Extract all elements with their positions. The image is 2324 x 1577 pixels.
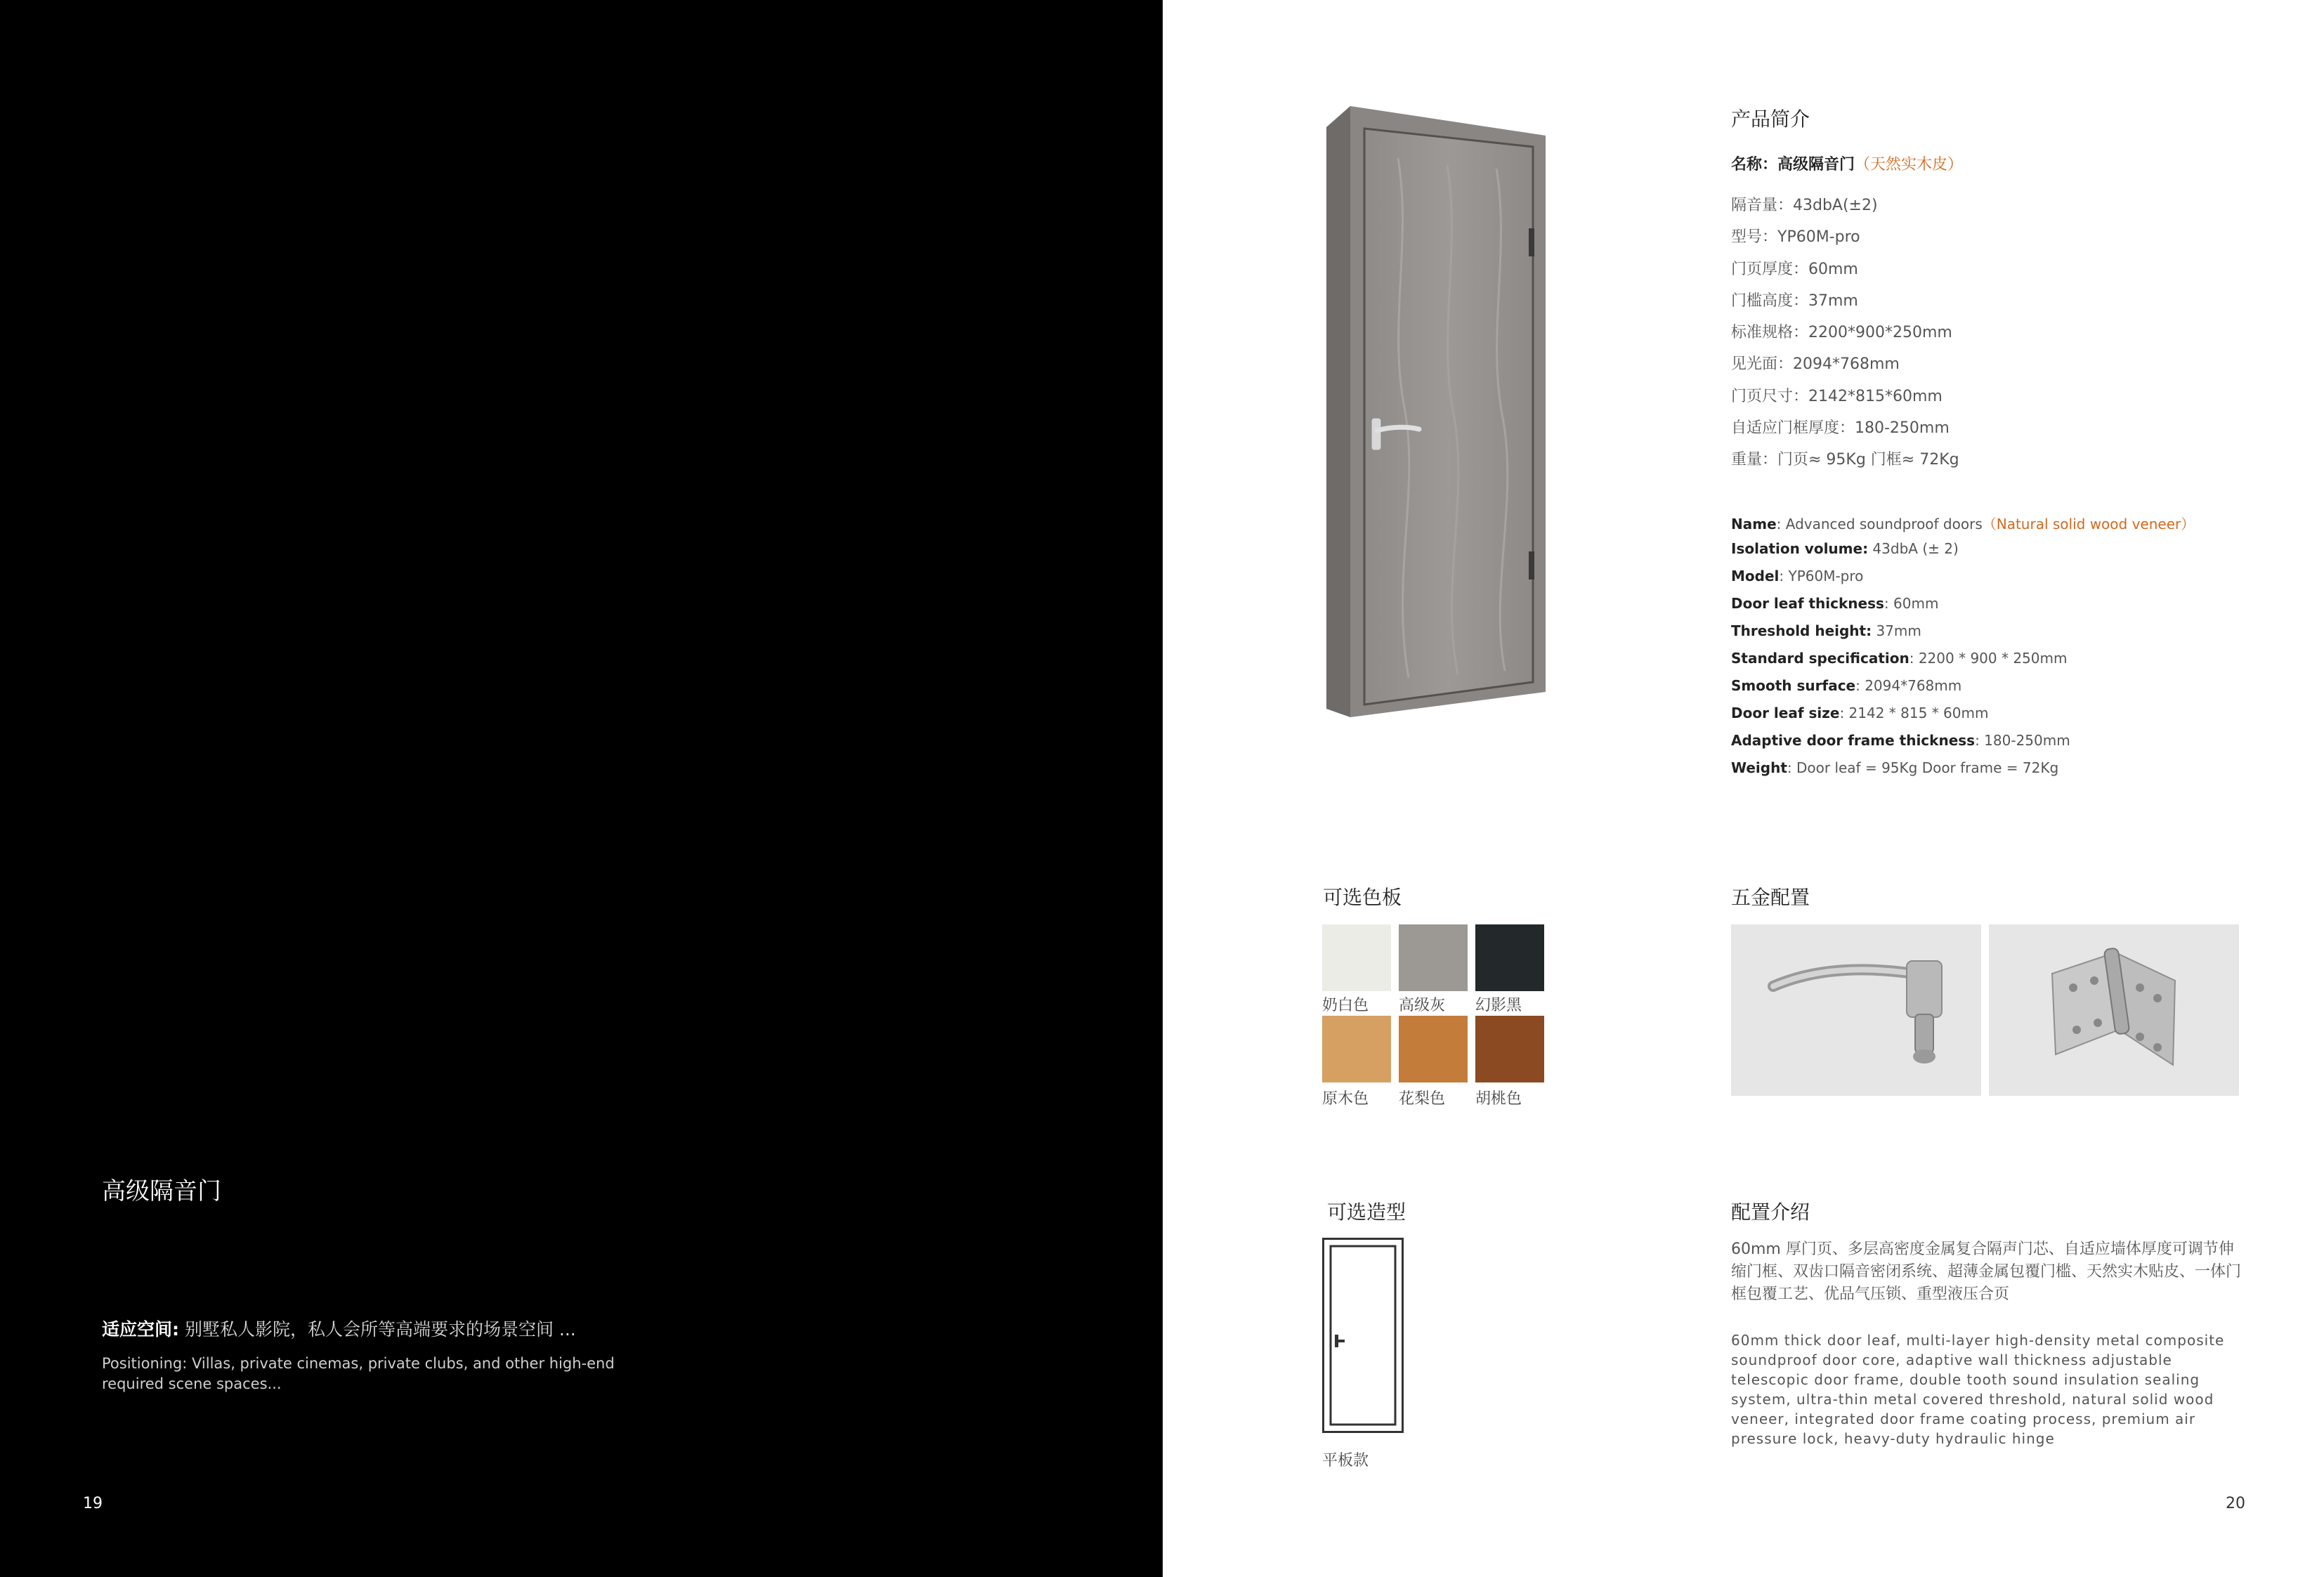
spec-en-value: 37mm: [1872, 622, 1921, 639]
config-heading: 配置介绍: [1731, 1200, 1810, 1224]
config-text-cn: 60mm 厚门页、多层高密度金属复合隔声门芯、自适应墙体厚度可调节伸缩门框、双齿口隔音密闭系统、超薄金属包覆门槛、天然实木贴皮、一体门框包覆工艺、优品气压锁、重型液压合页: [1731, 1241, 2242, 1303]
styles-heading: 可选造型: [1327, 1200, 1406, 1224]
spec-en-value: : 180-250mm: [1975, 732, 2070, 749]
flat-door-style-image: [1322, 1238, 1404, 1433]
spec-name-cn: [1731, 152, 1963, 174]
spec-en-value: : 2094*768mm: [1855, 677, 1962, 694]
spec-cn-item: 门页厚度：60mm: [1731, 261, 1858, 278]
application-space: [102, 1316, 576, 1341]
spec-cn-item: 门槛高度：37mm: [1731, 292, 1858, 310]
spec-en-label: Door leaf thickness: [1731, 595, 1884, 612]
application-space-label: 适应空间:: [102, 1319, 179, 1340]
product-title: 高级隔音门: [102, 1177, 221, 1205]
spec-en-item: [1731, 732, 2070, 749]
swatch-label: 胡桃色: [1475, 1090, 1522, 1108]
swatch-label: 高级灰: [1399, 997, 1446, 1014]
flat-style-label: 平板款: [1322, 1452, 1369, 1470]
application-space-text: 别墅私人影院，私人会所等高端要求的场景空间 ...: [184, 1319, 576, 1340]
spec-en-item: [1731, 705, 1988, 721]
spec-en-value: : YP60M-pro: [1779, 568, 1864, 584]
spec-en-value: : 2200 * 900 * 250mm: [1909, 650, 2068, 667]
swatch-rosewood: [1399, 1016, 1468, 1082]
colors-heading: 可选色板: [1323, 886, 1402, 909]
spec-en-value: 43dbA (± 2): [1868, 540, 1959, 557]
page-number-left: 19: [83, 1495, 103, 1512]
spec-en-item: [1731, 622, 1921, 639]
spec-en-label: Smooth surface: [1731, 677, 1856, 694]
door-handle-icon: [1731, 924, 1981, 1096]
door-handle-image: [1731, 924, 1981, 1096]
hinge-image: [1989, 924, 2239, 1096]
spec-en-label: Threshold height:: [1731, 622, 1872, 639]
swatch-black: [1475, 924, 1544, 991]
config-text-en: 60mm thick door leaf, multi-layer high-density metal composite soundproof door core, adaptive wall thickness adjustable telescopic door frame, double tooth sound insulation sealing system, ultra-thin metal covered threshold, natural solid wood veneer, integrated door frame coating process, premium air pressure lock, heavy-duty hydraulic hinge: [1731, 1332, 2225, 1447]
swatch-walnut: [1475, 1016, 1544, 1082]
spec-en-label: Door leaf size: [1731, 705, 1840, 721]
spec-en-label: Model: [1731, 568, 1780, 584]
spec-en-label: Weight: [1731, 759, 1787, 776]
spec-cn-item: 见光面：2094*768mm: [1731, 355, 1900, 373]
intro-heading: 产品简介: [1731, 107, 1810, 131]
spec-en-label: Isolation volume:: [1731, 540, 1869, 557]
swatch-label: 花梨色: [1399, 1090, 1446, 1108]
spec-en-value: : 2142 * 815 * 60mm: [1839, 705, 1989, 721]
swatch-label: 幻影黑: [1475, 997, 1522, 1014]
spec-en-item: [1731, 759, 2058, 776]
spec-cn-item: 自适应门框厚度：180-250mm: [1731, 419, 1950, 437]
spec-en-label: Standard specification: [1731, 650, 1910, 667]
spec-en-value: : 60mm: [1884, 595, 1939, 612]
spec-en-accent: （Natural solid wood veneer）: [1982, 516, 2195, 532]
spec-en-item: [1731, 568, 1863, 584]
spec-en-label: Name: [1731, 516, 1777, 532]
swatch-milk-white: [1322, 924, 1391, 991]
positioning-text: Positioning: Villas, private cinemas, private clubs, and other high-end required scene spaces...: [102, 1355, 615, 1392]
spec-en-label: Adaptive door frame thickness: [1731, 732, 1976, 749]
swatch-label: 原木色: [1322, 1090, 1369, 1108]
spec-en-item: [1731, 650, 2067, 667]
hinge-icon: [1989, 924, 2239, 1096]
spec-cn-item: 型号：YP60M-pro: [1731, 228, 1860, 246]
spec-en-item: [1731, 595, 1938, 612]
hardware-heading: 五金配置: [1731, 886, 1810, 909]
spec-name-accent: （天然实木皮）: [1855, 156, 1964, 174]
spec-en-value: : Door leaf = 95Kg Door frame = 72Kg: [1787, 759, 2059, 776]
swatch-natural-wood: [1322, 1016, 1391, 1082]
spec-cn-item: 重量：门页≈ 95Kg 门框≈ 72Kg: [1731, 451, 1959, 469]
page-number-right: 20: [2226, 1495, 2245, 1512]
door-product-image: [1321, 102, 1560, 727]
spec-cn-item: 门页尺寸：2142*815*60mm: [1731, 388, 1943, 405]
spec-en-item: [1731, 540, 1959, 557]
spec-en-item: [1731, 677, 1961, 694]
spec-cn-item: 隔音量：43dbA(±2): [1731, 197, 1878, 214]
spec-en-item: [1731, 513, 2195, 533]
swatch-label: 奶白色: [1322, 997, 1369, 1014]
spec-en-value: : Advanced soundproof doors: [1776, 516, 1983, 532]
spec-name-label: 名称：高级隔音门: [1731, 156, 1855, 174]
spec-cn-item: 标准规格：2200*900*250mm: [1731, 324, 1952, 341]
swatch-grey: [1399, 924, 1468, 991]
